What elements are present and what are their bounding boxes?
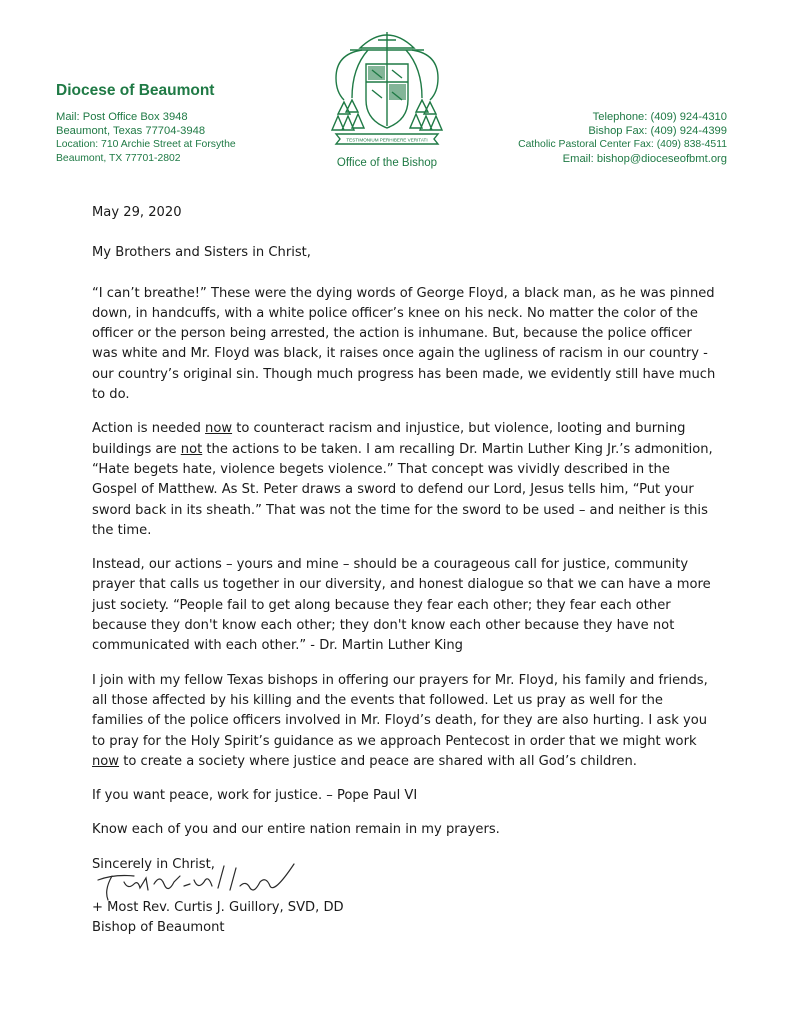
p2-now-emphasis: now [205,421,233,437]
paragraph-2 [92,419,717,541]
mailing-address [56,110,236,166]
p2-text-c: the actions to be taken. I am recalling Dr. Martin Luther King Jr.’s admonition, “Hate begets hate, violence begets violence.” That concept was vividly described in the Gospel of Matthew. As St. Peter draws a sword to defend our Lord, Jesus tells him, “Put your sword back in its sheath.” That was not the time for the sword to be used – and neither is this the time. [92,441,713,538]
location-line-1: Location: 710 Archie Street at Forsythe [56,139,236,150]
p4-text-b: to create a society where justice and peace are shared with all God’s children. [119,753,637,769]
mail-line-1: Mail: Post Office Box 3948 [56,111,188,123]
telephone: Telephone: (409) 924-4310 [592,111,727,123]
pastoral-center-fax: Catholic Pastoral Center Fax: (409) 838-4511 [518,139,727,150]
quote-pope-paul: If you want peace, work for justice. – Pope Paul VI [92,788,418,804]
contact-info [518,110,727,166]
crest-motto: TESTIMONIUM PERHIBERE VERITATI [346,137,428,143]
org-name: Diocese of Beaumont [56,82,215,99]
p4-now-emphasis: now [92,753,120,769]
episcopal-coat-of-arms-icon [322,18,452,158]
signer-title: Bishop of Beaumont [92,920,225,935]
paragraph-prayers: Know each of you and our entire nation remain in my prayers. [92,822,500,838]
mail-line-2: Beaumont, Texas 77704-3948 [56,125,206,137]
paragraph-3: Instead, our actions – yours and mine – should be a courageous call for justice, community prayer that calls us together in our diversity, and honest dialogue so that we can have a more just society. “People fail to get along because they fear each other; they fear each other because they don't know each other; they don't know each other because they have not communicated with each other.” - Dr. Martin Luther King [92,557,711,654]
email: Email: bishop@dioceseofbmt.org [562,153,727,165]
paragraph-1: “I can’t breathe!” These were the dying words of George Floyd, a black man, as he was pinned down, in handcuffs, with a white police officer’s knee on his neck. No matter the color of the officer or the person being arrested, the action is inhumane. But, because the police officer was white and Mr. Floyd was black, it raises once again the ugliness of racism in our country - our country’s original sin. Though much progress has been made, we evidently still have much to do. [92,285,716,403]
signer-name: + Most Rev. Curtis J. Guillory, SVD, DD [92,900,344,915]
salutation: My Brothers and Sisters in Christ, [92,245,311,261]
office-label: Office of the Bishop [336,157,438,169]
p4-text-a: I join with my fellow Texas bishops in offering our prayers for Mr. Floyd, his family and friends, all those affected by his killing and the events that followed. Let us pray as well for the families of the police officers involved in Mr. Floyd’s death, for they are also hurting. I ask you to pray for the Holy Spirit’s guidance as we approach Pentecost in order that we might work [92,672,708,749]
p2-text-b: to counteract racism and injustice, but violence, looting and burning buildings are [92,421,686,457]
bishop-fax: Bishop Fax: (409) 924-4399 [588,125,727,137]
letter-date: May 29, 2020 [92,205,182,220]
signature-block [92,898,344,938]
p2-not-emphasis: not [180,441,203,457]
p2-text-a: Action is needed [92,421,206,437]
closing: Sincerely in Christ, [92,856,215,872]
location-line-2: Beaumont, TX 77701-2802 [56,153,181,164]
paragraph-4 [92,671,717,772]
letter-body [92,203,717,889]
